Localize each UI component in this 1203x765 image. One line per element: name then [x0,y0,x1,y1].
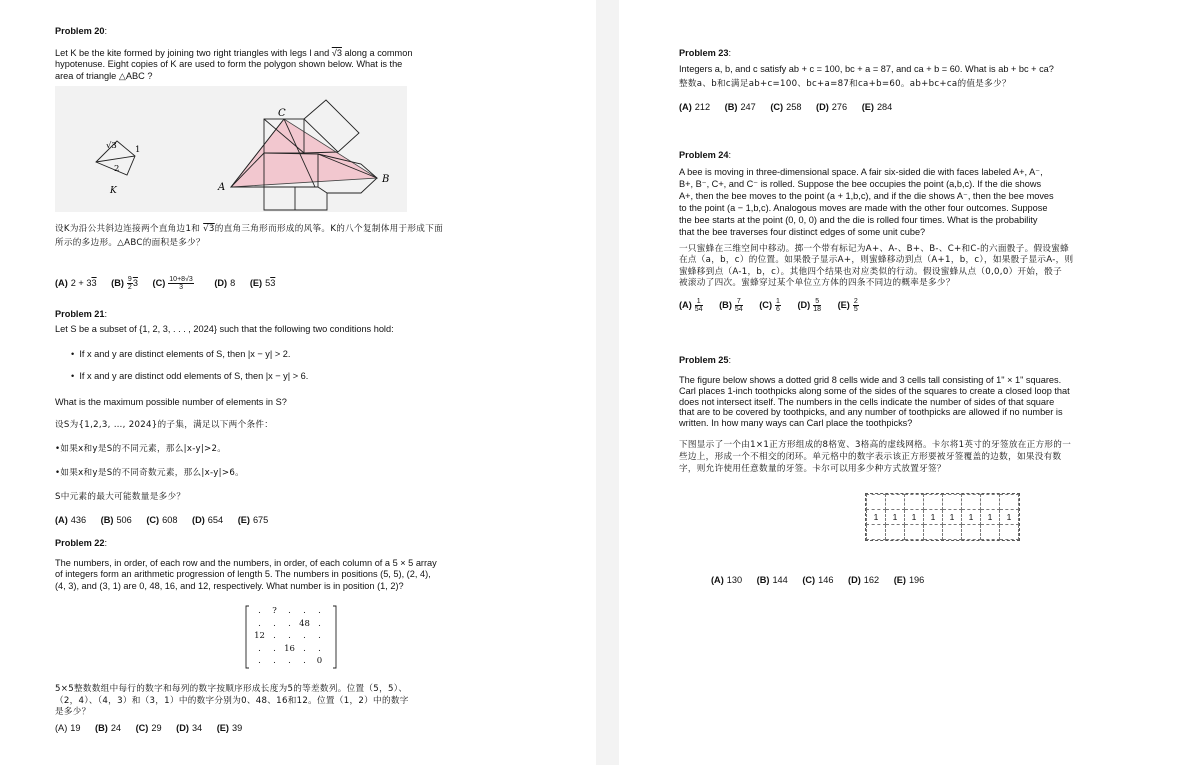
choice-c[interactable]: (C) 608 [146,515,178,525]
problem-22-choices [55,723,242,733]
choice-c[interactable]: (C) $\frac{1}{6}$ [759,298,780,313]
choice-e[interactable]: (E) 196 [893,575,925,585]
choice-a[interactable]: (A) 212 [679,102,711,112]
label-two: 2 [114,164,120,174]
label-a: A [218,182,226,193]
choice-b[interactable]: (B) 24 [95,723,122,733]
problem-22-text: The numbers, in order, of each row and the numbers, in order, of each column of a 5 × 5 array of integers form an arithmetic progression of length 5. The numbers in positions (5, 5), (2, 4), (4, 3), and (3, 1) are 0, 48, 16, and 12, respectively. What number is in position (1, 2)? [55,558,437,591]
choice-a[interactable]: (A) 436 [55,515,87,525]
problem-24-choices [679,298,859,313]
choice-c[interactable]: (C) 258 [770,102,802,112]
choice-e[interactable]: (E) 53 [249,277,276,288]
choice-c[interactable]: (C) 146 [802,575,834,585]
label-sqrt3: √3 [106,141,117,151]
choice-b[interactable]: (B) $\frac{9}{2}$ 3 [111,276,138,291]
problem-20-choices [55,276,275,291]
choice-e[interactable]: (E) 39 [216,723,243,733]
choice-d[interactable]: (D) 34 [176,723,203,733]
choice-b[interactable]: (B) 247 [724,102,756,112]
problem-25-header: Problem 25: [679,355,732,365]
choice-a[interactable]: (A) 2 + 33 [55,277,97,288]
problem-24-text: A bee is moving in three-dimensional space. A fair six-sided die with faces labeled A+, A⁻, B+, B⁻, C+, and C⁻ is rolled. Suppose the bee occupies the point (a,b,c). If the die shows A+, then the bee moves to the point (a + 1,b,c), and if the die shows A⁻, then the bee moves to the point (a − 1,b,c). Analogous moves are made with the other four outcomes. Suppose the bee starts at the point (0, 0, 0) and the die is rolled four times. What is the probability that the bee traverses four distinct edges of some unit cube? [679,167,1054,237]
choice-d[interactable]: (D) 654 [192,515,224,525]
right-page [619,0,1203,765]
choice-a[interactable]: (A) $\frac{1}{54}$ [679,298,703,313]
choice-c[interactable]: (C) $\frac{10+8√3}{3}$ [152,276,193,291]
problem-25-chinese: 下图显示了一个由1×1正方形组成的8格宽、3格高的虚线网格。卡尔将1英寸的牙签放在正方形的一 些边上，形成一个不相交的闭环。单元格中的数字表示该正方形要被牙签覆盖的边数，如果没有数 字，则允许使用任意数量的牙签。卡尔可以用多少种方式放置牙签？ [679,440,1072,475]
choice-d[interactable]: (D) $\frac{5}{18}$ [797,298,822,313]
choice-a[interactable]: (A) 130 [711,575,743,585]
problem-22-matrix: . ? . . . . . . 48 . 12 . . . . . . 16 . . . . . . 0 [244,604,327,668]
choice-d[interactable]: (D) 8 [214,277,236,288]
problem-23-text: Integers a, b, and c satisfy ab + c = 100, bc + a = 87, and ca + b = 60. What is ab + bc + ca? [679,64,1054,74]
problem-23-choices [679,102,892,112]
label-b: B [382,174,390,185]
label-k: K [110,186,117,196]
problem-21-bullet-1: • If x and y are distinct elements of S, then |x − y| > 2. [71,349,291,359]
choice-d[interactable]: (D) 162 [848,575,880,585]
problem-22-header: Problem 22: [55,538,108,548]
problem-21-chinese-3: •如果x和y是S的不同奇数元素，那么|x-y|>6。 [55,468,244,478]
problem-20-text: Let K be the kite formed by joining two right triangles with legs l and √3 along a common hypotenuse. Eight copies of K are used to form the polygon shown below. What is the area of triangle △ABC ? [55,48,413,81]
left-page [0,0,596,765]
kite-polygon-figure [55,86,407,212]
problem-23-header: Problem 23: [679,48,732,58]
choice-e[interactable]: (E) 284 [861,102,893,112]
choice-d[interactable]: (D) 276 [816,102,848,112]
problem-21-chinese-4: S中元素的最大可能数量是多少？ [55,492,186,502]
problem-21-bullet-2: • If x and y are distinct odd elements of S, then |x − y| > 6. [71,371,309,381]
problem-21-text: Let S be a subset of {1, 2, 3, . . . , 2024} such that the following two conditions hold: [55,324,394,334]
choice-b[interactable]: (B) 144 [756,575,788,585]
problem-22-chinese: 5×5整数数组中每行的数字和每列的数字按顺序形成长度为5的等差数列。位置（5，5）、 （2，4）、（4，3）和（3，1）中的数字分别为0、48、16和12。位置（1，2）中的数字 是多少？ [55,684,409,717]
label-c: C [278,108,286,119]
label-one: 1 [135,145,141,155]
problem-24-chinese: 一只蜜蜂在三维空间中移动。掷一个带有标记为A+、A-、B+、B-、C+和C-的六面骰子。假设蜜蜂 在点（a，b，c）的位置。如果骰子显示A+，则蜜蜂移动到点（A+1，b，c），如果骰子显示A-，则 蜜蜂移到点（A-1，b，c）。其他四个结果也对应类似的行动。假设蜜蜂从点（0,0,0）开始，骰子 被滚动了四次。蜜蜂穿过某个单位立方体的四条不同边的概率是多少？ [679,244,1074,288]
problem-21-question: What is the maximum possible number of elements in S? [55,397,287,407]
choice-b[interactable]: (B) $\frac{7}{54}$ [719,298,743,313]
choice-e[interactable]: (E) 675 [237,515,269,525]
problem-21-chinese-2: •如果x和y是S的不同元素，那么|x-y|>2。 [55,444,227,454]
choice-b[interactable]: (B) 506 [100,515,132,525]
problem-20-chinese: 设K为沿公共斜边连接两个直角边1和 √3的直角三角形而形成的风筝。K的八个复制体用于形成下面 所示的多边形。△ABC的面积是多少？ [55,224,443,248]
choice-c[interactable]: (C) 29 [135,723,162,733]
problem-24-header: Problem 24: [679,150,732,160]
choice-e[interactable]: (E) $\frac{2}{5}$ [837,298,858,313]
problem-20-header: Problem 20: [55,26,108,36]
toothpick-grid: 1 1 1 1 1 1 1 1 [865,493,1020,541]
problem-21-choices [55,515,268,525]
problem-21-chinese-1: 设S为{1,2,3, …, 2024}的子集，满足以下两个条件： [55,420,274,430]
problem-21-header: Problem 21: [55,309,108,319]
problem-25-text: The figure below shows a dotted grid 8 cells wide and 3 cells tall consisting of 1ʺ × 1ʺ squares. Carl places 1-inch toothpicks along some of the sides of the squares to create a closed loop that does not intersect itself. The numbers in the cells indicate the number of sides of that square that are to be covered by toothpicks, and any number of toothpicks are allowed if no number is written. In how many ways can Carl place the toothpicks? [679,375,1070,429]
problem-25-choices [711,575,924,585]
problem-23-chinese: 整数a、b和c满足ab+c=100、bc+a=87和ca+b=60。ab+bc+ca的值是多少？ [679,79,1011,89]
choice-a[interactable]: (A) 19 [55,723,81,733]
